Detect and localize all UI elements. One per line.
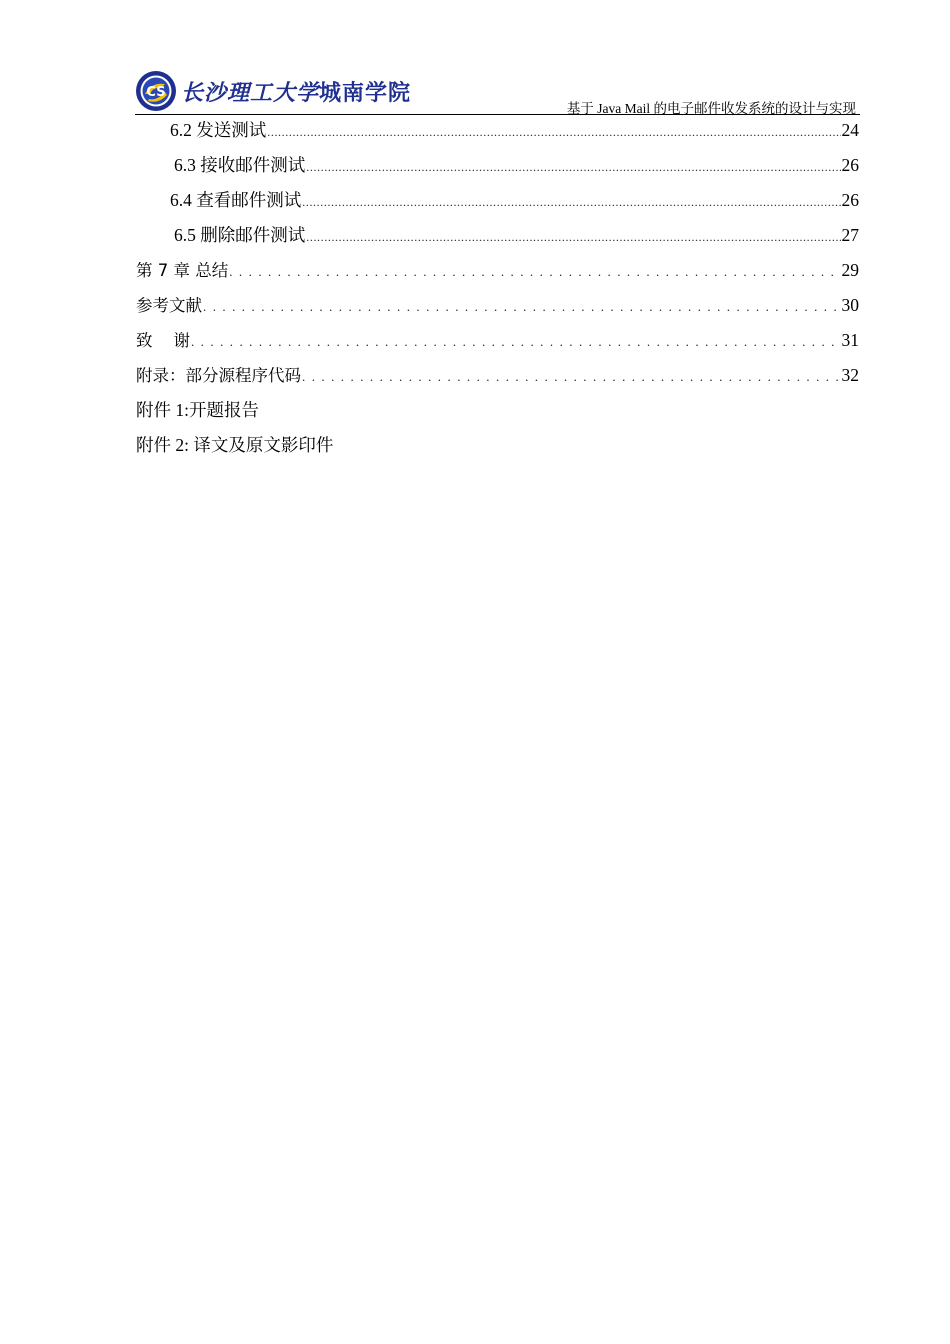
toc-entry[interactable] [136,256,859,291]
toc-entry-label: 6.3 接收邮件测试 [174,155,306,175]
toc-entry-label: 致 谢 [136,331,190,350]
logo-text-college: 城南学院 [319,81,412,106]
logo-text-calligraphy: 长沙理工大学 [181,80,320,106]
leader-dots [306,221,840,251]
leader-dots [302,361,841,391]
leader-dots [203,291,841,321]
university-logo-icon [135,70,177,112]
toc-entry-page: 29 [841,260,859,280]
toc-entry-page: 30 [841,295,859,315]
leader-dots [302,186,840,216]
toc-entry[interactable] [136,186,859,221]
toc-entry-page: 24 [841,120,859,140]
leader-dots [306,151,840,181]
toc-entry-label: 6.4 查看邮件测试 [170,190,302,210]
toc-entry-page: 32 [841,365,859,385]
svg-text:CS: CS [146,85,166,100]
toc-entry[interactable] [136,151,859,186]
toc-entry-label: 参考文献 [136,296,202,315]
leader-dots [229,256,840,286]
toc-entry-page: 26 [841,190,859,210]
attachment-item: 附件 2: 译文及原文影印件 [136,435,334,455]
attachment-item: 附件 1:开题报告 [136,400,259,420]
toc-entry-page: 26 [841,155,859,175]
document-title: 基于 Java Mail 的电子邮件收发系统的设计与实现 [566,101,856,116]
toc-entry-label: 第 7 章 总结 [136,261,229,280]
toc-entry[interactable] [136,291,859,326]
page-header [135,66,860,116]
header-divider [135,114,860,115]
toc-entry-label: 6.2 发送测试 [170,120,267,140]
toc-entry[interactable] [136,361,859,396]
toc-entry-label: 6.5 删除邮件测试 [174,225,306,245]
toc-entry[interactable] [136,326,859,361]
toc-entry-page: 31 [841,330,859,350]
toc-entry-label: 附录：部分源程序代码 [136,366,301,385]
toc-entry[interactable] [136,116,859,151]
leader-dots [267,116,840,146]
table-of-contents [136,116,859,466]
leader-dots [191,326,841,356]
toc-entry-page: 27 [841,225,859,245]
toc-entry[interactable] [136,221,859,256]
university-name-logo [181,76,411,107]
